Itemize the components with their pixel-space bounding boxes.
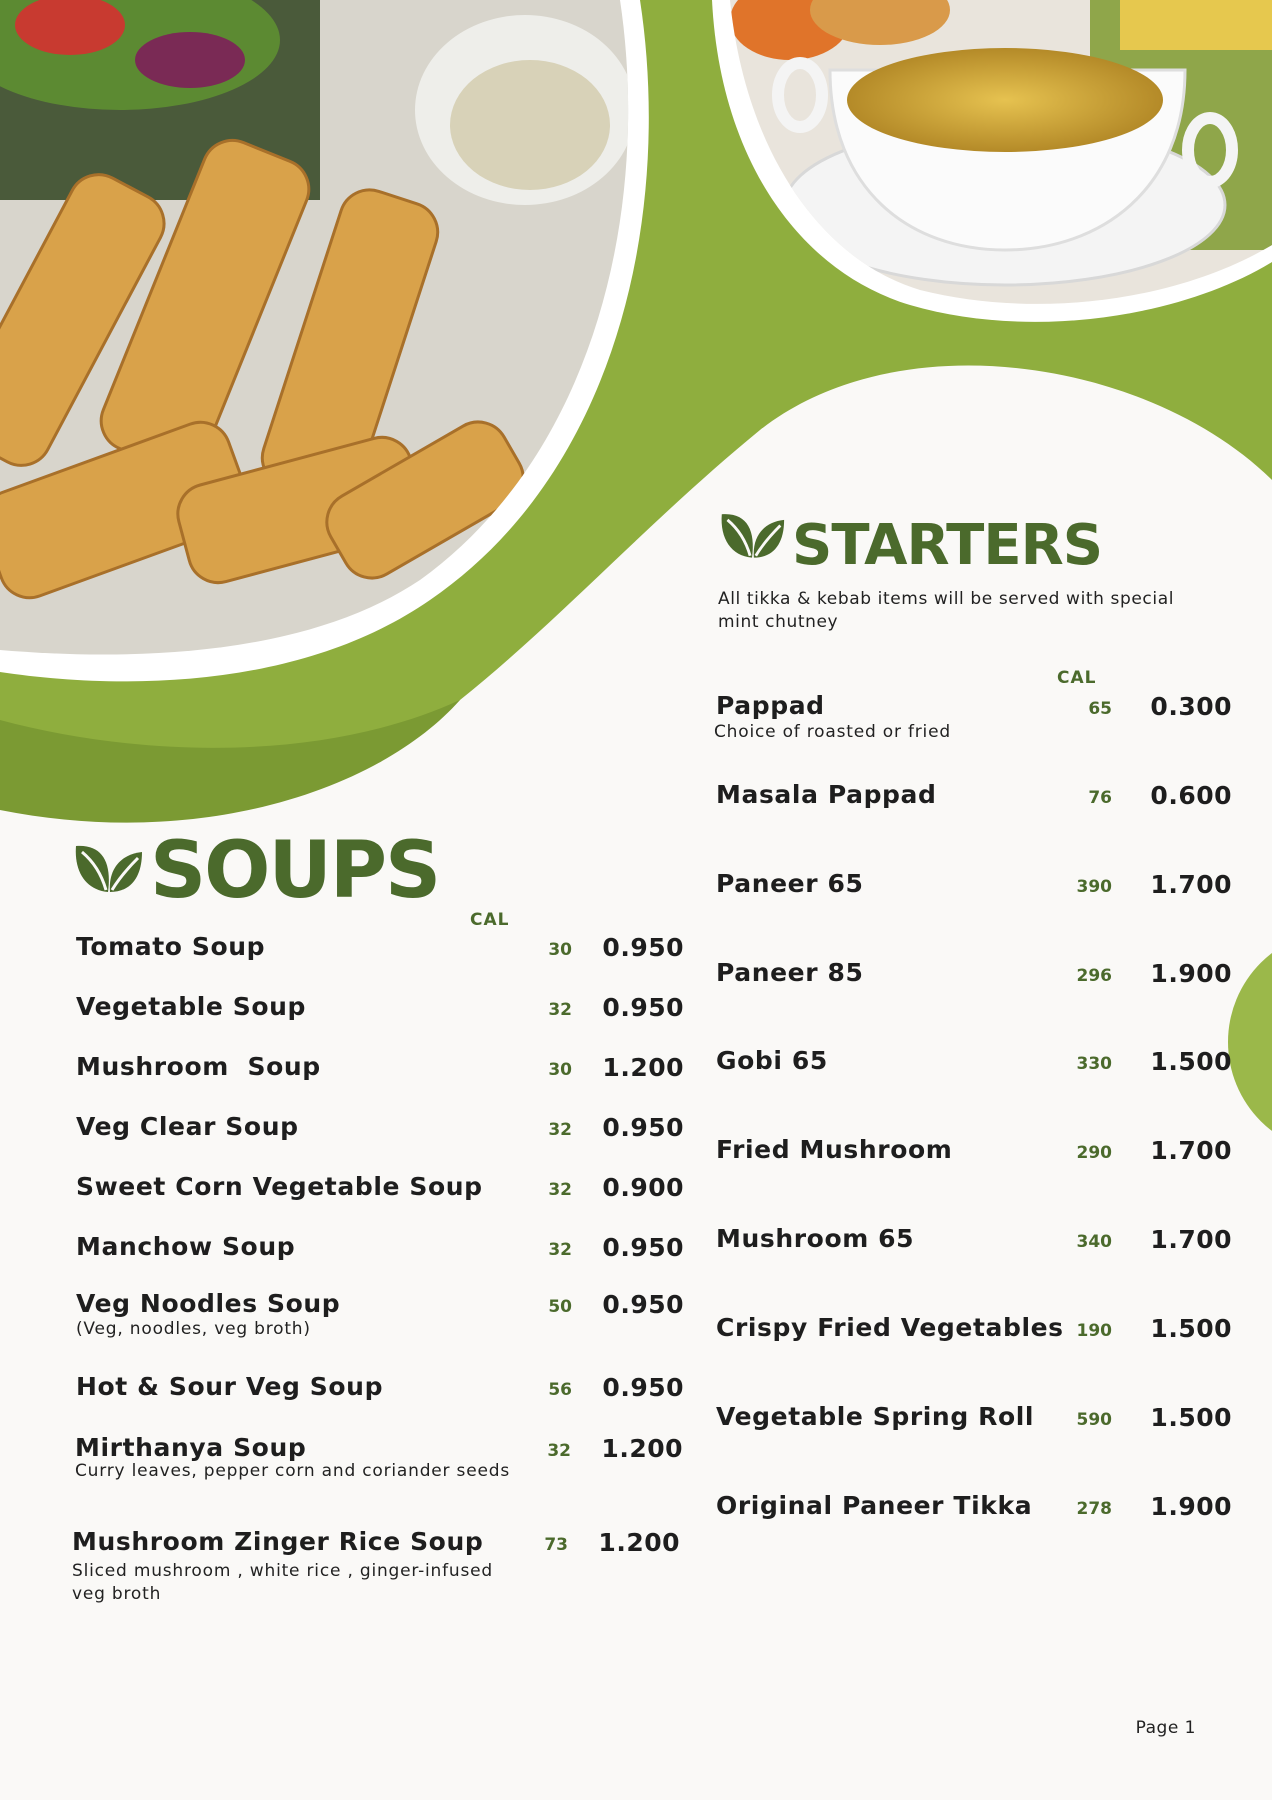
item-price: 0.300 (1150, 692, 1232, 721)
item-price: 1.700 (1150, 870, 1232, 899)
item-description: (Veg, noodles, veg broth) (76, 1319, 311, 1339)
soups-cal-header: CAL (470, 910, 510, 930)
item-name: Mushroom Soup (76, 1052, 321, 1081)
item-price: 1.200 (598, 1528, 680, 1557)
item-cal: 50 (548, 1297, 572, 1317)
item-price: 0.600 (1150, 781, 1232, 810)
item-name: Sweet Corn Vegetable Soup (76, 1172, 483, 1201)
item-cal: 590 (1076, 1410, 1112, 1430)
item-price: 1.900 (1150, 959, 1232, 988)
item-description: Choice of roasted or fried (714, 722, 951, 742)
item-price: 1.700 (1150, 1136, 1232, 1165)
starters-note: All tikka & kebab items will be served with special mint chutney (718, 589, 1175, 632)
item-name: Veg Clear Soup (76, 1112, 299, 1141)
item-cal: 56 (548, 1380, 572, 1400)
item-name: Crispy Fried Vegetables (716, 1313, 1064, 1342)
item-name: Fried Mushroom (716, 1135, 953, 1164)
item-description-line2: veg broth (72, 1584, 162, 1604)
item-cal: 65 (1088, 699, 1112, 719)
item-cal: 340 (1076, 1232, 1112, 1252)
item-price: 1.500 (1150, 1403, 1232, 1432)
item-price: 0.950 (602, 993, 684, 1022)
item-name: Masala Pappad (716, 780, 937, 809)
item-cal: 296 (1076, 966, 1112, 986)
item-cal: 32 (548, 1240, 572, 1260)
item-cal: 32 (548, 1120, 572, 1140)
page-number: Page 1 (1135, 1718, 1196, 1738)
item-name: Veg Noodles Soup (76, 1289, 341, 1318)
item-name: Pappad (716, 691, 825, 720)
item-cal: 32 (548, 1000, 572, 1020)
item-name: Paneer 85 (716, 958, 864, 987)
item-name: Mushroom 65 (716, 1224, 915, 1253)
item-price: 1.200 (601, 1434, 683, 1463)
soups-title: SOUPS (150, 826, 440, 916)
item-price: 1.500 (1150, 1314, 1232, 1343)
item-name: Original Paneer Tikka (716, 1491, 1033, 1520)
item-name: Tomato Soup (76, 932, 266, 961)
item-price: 1.900 (1150, 1492, 1232, 1521)
item-cal: 32 (547, 1441, 571, 1461)
item-name: Manchow Soup (76, 1232, 296, 1261)
item-name: Gobi 65 (716, 1046, 828, 1075)
item-description: Curry leaves, pepper corn and coriander seeds (75, 1461, 510, 1481)
item-name: Hot & Sour Veg Soup (76, 1372, 384, 1401)
item-name: Vegetable Spring Roll (716, 1402, 1035, 1431)
item-cal: 190 (1076, 1321, 1112, 1341)
item-price: 1.200 (602, 1053, 684, 1082)
item-cal: 73 (544, 1535, 568, 1555)
item-name: Mirthanya Soup (75, 1433, 307, 1462)
item-name: Mushroom Zinger Rice Soup (72, 1527, 484, 1556)
item-price: 0.950 (602, 1290, 684, 1319)
item-cal: 278 (1076, 1499, 1112, 1519)
item-cal: 76 (1088, 788, 1112, 808)
item-cal: 30 (548, 1060, 572, 1080)
item-cal: 30 (548, 940, 572, 960)
leaf-logo-icon (718, 508, 786, 562)
item-price: 0.950 (602, 1373, 684, 1402)
green-circle-right (1228, 930, 1272, 1154)
item-price: 0.950 (602, 933, 684, 962)
starters-cal-header: CAL (1057, 668, 1097, 688)
item-description: Sliced mushroom , white rice , ginger-infused (72, 1561, 493, 1581)
item-price: 1.500 (1150, 1047, 1232, 1076)
item-cal: 390 (1076, 877, 1112, 897)
item-cal: 290 (1076, 1143, 1112, 1163)
starters-title: STARTERS (792, 513, 1103, 578)
item-price: 0.950 (602, 1233, 684, 1262)
leaf-logo-icon (72, 840, 144, 896)
item-price: 1.700 (1150, 1225, 1232, 1254)
item-price: 0.900 (602, 1173, 684, 1202)
item-name: Vegetable Soup (76, 992, 307, 1021)
item-cal: 330 (1076, 1054, 1112, 1074)
item-price: 0.950 (602, 1113, 684, 1142)
item-name: Paneer 65 (716, 869, 864, 898)
item-cal: 32 (548, 1180, 572, 1200)
